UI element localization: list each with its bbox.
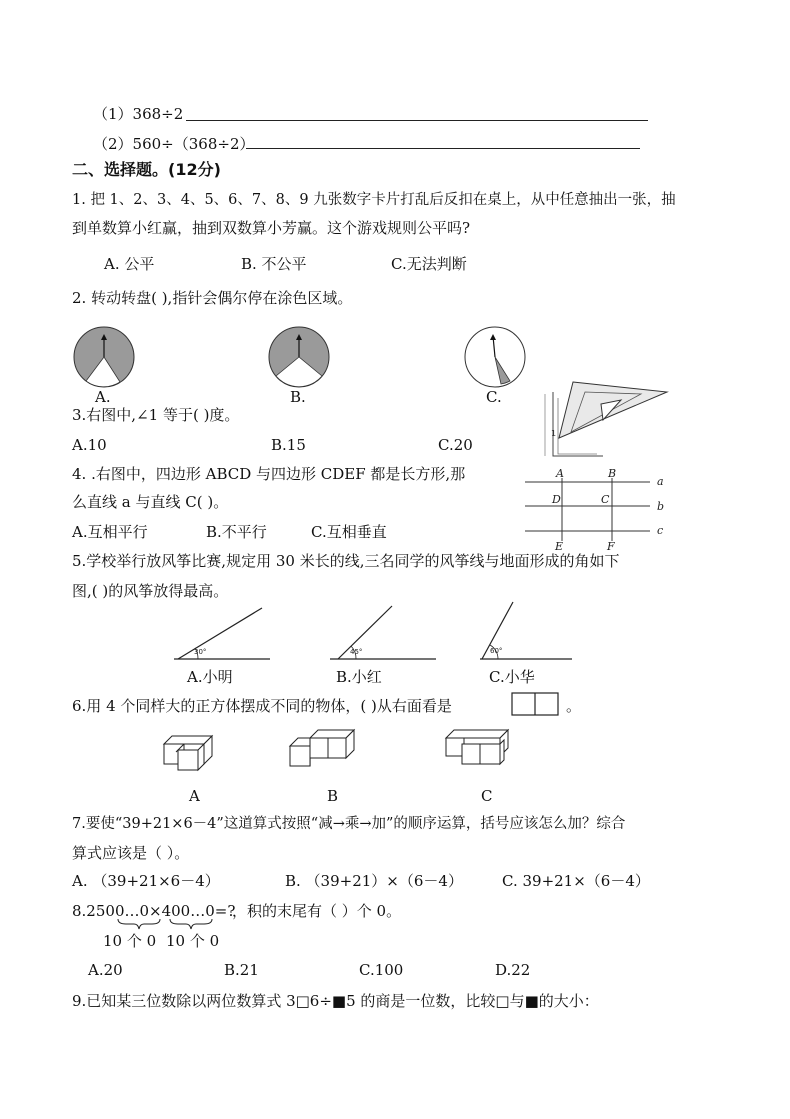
angle-60-label: 60° [490, 647, 503, 655]
q3-angle-label: 1 [551, 429, 557, 438]
label-A: A [556, 467, 564, 480]
q8-stem-expression: 8.2500…0×400…0=? [72, 902, 236, 920]
q1-line2: 到单数算小红赢，抽到双数算小芳赢。这个游戏规则公平吗? [72, 219, 471, 237]
q7-option-c[interactable]: C. 39+21×（6－4） [502, 872, 650, 890]
spinner-b-label: B. [290, 388, 306, 406]
q4-option-a[interactable]: A.互相平行 [72, 523, 148, 541]
cubes-c-figure [444, 728, 514, 770]
q8-option-b[interactable]: B.21 [224, 961, 259, 979]
q3-option-c[interactable]: C.20 [438, 436, 473, 454]
spinner-c-label: C. [486, 388, 502, 406]
q8-option-a[interactable]: A.20 [88, 961, 123, 979]
q7-line1: 7.要使“39+21×6－4”这道算式按照“减→乘→加”的顺序运算，括号应该怎么加？综合 [72, 816, 626, 832]
label-c: c [657, 524, 664, 537]
q1-option-c[interactable]: C.无法判断 [391, 255, 467, 273]
angle-30-label: 30° [194, 648, 207, 656]
label-E: E [555, 540, 564, 553]
item1-label: （1）368÷2 [93, 105, 184, 123]
q6-option-a[interactable]: A [189, 787, 200, 805]
q4-option-b[interactable]: B.不平行 [206, 523, 267, 541]
cubes-b-figure [286, 728, 356, 770]
q3-stem: 3.右图中,∠1 等于( )度。 [72, 406, 240, 424]
q8-brace-label-2: 10 个 0 [166, 932, 220, 950]
q8-braces [116, 918, 216, 930]
q8-option-d[interactable]: D.22 [495, 961, 531, 979]
q5-option-a[interactable]: A.小明 [187, 668, 233, 686]
label-C: C [601, 493, 610, 506]
section-title: 二、选择题。(12分) [72, 160, 221, 179]
kite-angle-60-figure [478, 600, 574, 660]
q1-line1: 1. 把 1、2、3、4、5、6、7、8、9 九张数字卡片打乱后反扣在桌上，从中任意抽出一张，抽 [72, 192, 676, 208]
right-view-icon [511, 692, 559, 716]
q2-stem: 2. 转动转盘( ),指针会偶尔停在涂色区域。 [72, 289, 353, 307]
q4-line1: 4. .右图中，四边形 ABCD 与四边形 CDEF 都是长方形,那 [72, 465, 466, 483]
q5-line2: 图,( )的风筝放得最高。 [72, 582, 229, 600]
parallel-lines-figure [520, 466, 670, 551]
q6-option-b[interactable]: B [327, 787, 339, 805]
spinner-c-icon[interactable] [464, 326, 526, 388]
set-squares-figure [543, 380, 668, 458]
q8-stem-question: ，积的末尾有（ ）个 0。 [232, 902, 402, 920]
kite-angle-45-figure [328, 604, 438, 660]
q6-end: 。 [566, 697, 582, 715]
label-D: D [552, 493, 561, 506]
q4-line2: 么直线 a 与直线 C( )。 [72, 493, 229, 511]
spinner-a-label: A. [95, 388, 111, 406]
q4-option-c[interactable]: C.互相垂直 [311, 523, 387, 541]
label-a: a [657, 475, 664, 488]
item1-answer-line[interactable] [186, 120, 648, 121]
q3-option-a[interactable]: A.10 [72, 436, 107, 454]
q5-line1: 5.学校举行放风筝比赛,规定用 30 米长的线,三名同学的风筝线与地面形成的角如下 [72, 552, 620, 570]
item2-label: （2）560÷（368÷2） [93, 135, 255, 153]
item2-answer-line[interactable] [246, 148, 640, 149]
cubes-a-figure [160, 730, 220, 772]
q5-option-c[interactable]: C.小华 [489, 668, 535, 686]
kite-angle-30-figure [172, 604, 272, 660]
q8-option-c[interactable]: C.100 [359, 961, 404, 979]
q6-stem: 6.用 4 个同样大的正方体摆成不同的物体，( )从右面看是 [72, 697, 452, 715]
q5-option-b[interactable]: B.小红 [336, 668, 382, 686]
q7-option-b[interactable]: B. （39+21）×（6－4） [285, 872, 463, 890]
q1-option-a[interactable]: A. 公平 [104, 255, 155, 273]
angle-45-label: 45° [350, 648, 363, 656]
q7-option-a[interactable]: A. （39+21×6－4） [72, 872, 220, 890]
q6-option-c[interactable]: C [481, 787, 493, 805]
spinner-a-icon[interactable] [73, 326, 135, 388]
spinner-b-icon[interactable] [268, 326, 330, 388]
q1-option-b[interactable]: B. 不公平 [241, 255, 307, 273]
label-B: B [608, 467, 617, 480]
label-b: b [657, 500, 665, 513]
q9-stem: 9.已知某三位数除以两位数算式 3□6÷■5 的商是一位数，比较□与■的大小： [72, 992, 599, 1010]
label-F: F [607, 540, 615, 553]
q7-line2: 算式应该是（ ）。 [72, 844, 190, 862]
q8-brace-label-1: 10 个 0 [103, 932, 157, 950]
q3-option-b[interactable]: B.15 [271, 436, 306, 454]
